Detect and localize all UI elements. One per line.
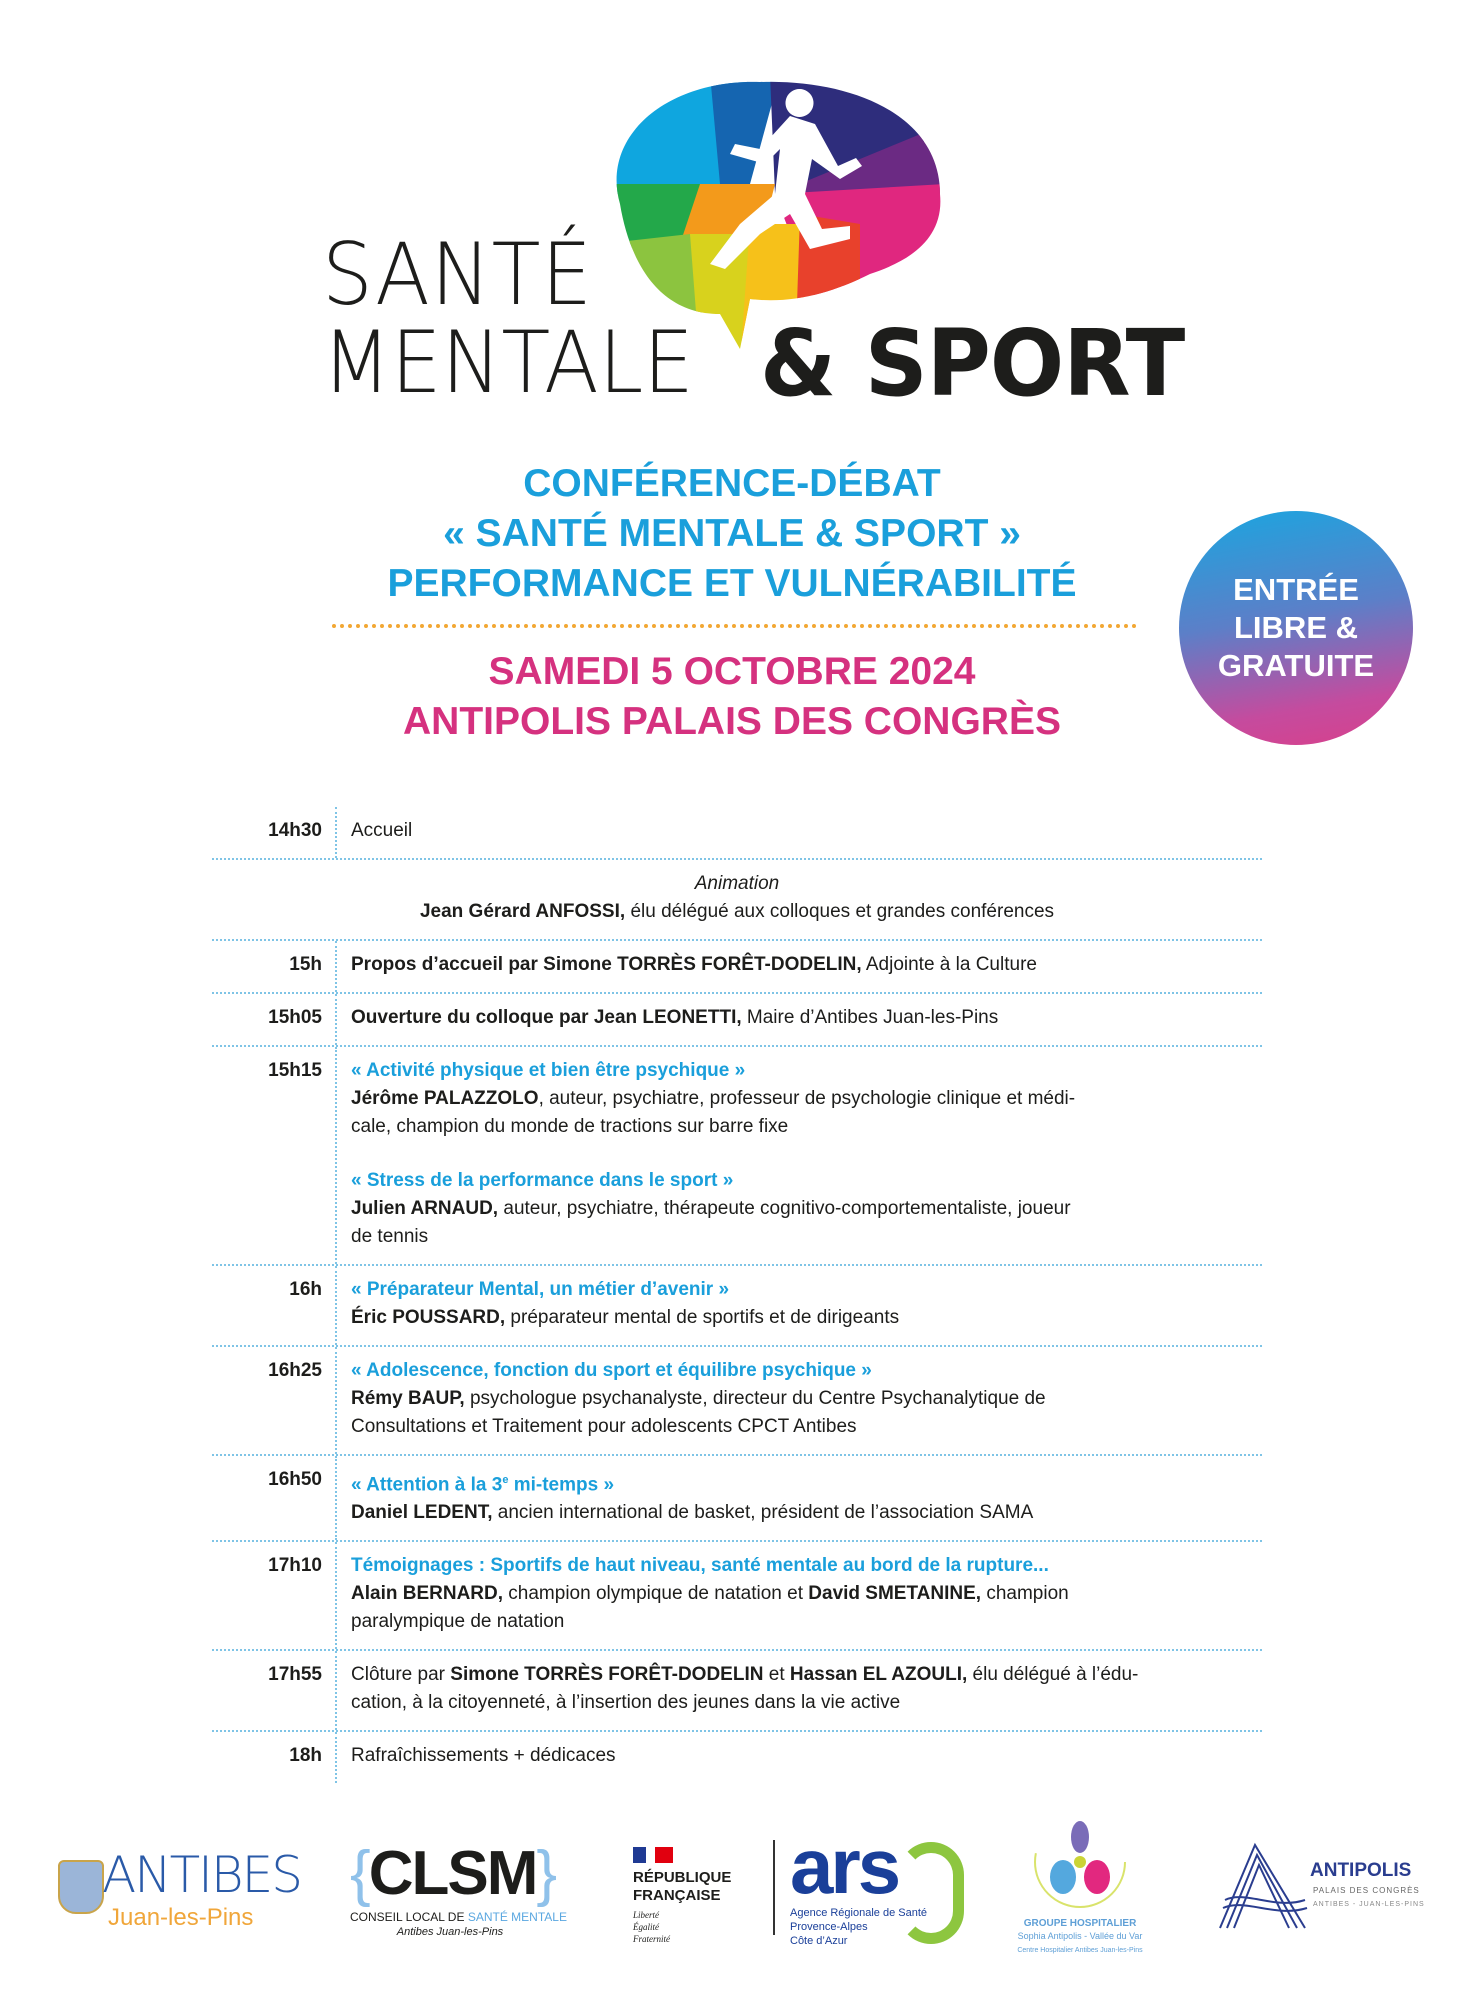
clsm-place: Antibes Juan-les-Pins [396,1926,504,1938]
speaker-role: Consultations et Traitement pour adolescents CPCT Antibes [351,1416,857,1437]
clsm-name: CLSM [368,1839,537,1908]
speaker-role: cation, à la citoyenneté, à l’insertion des jeunes dans la vie active [351,1692,901,1714]
speaker-name: Hassan EL AZOULI, [789,1664,968,1686]
speaker-name: Jean Gérard ANFOSSI, [419,901,626,922]
ars-name: ars [790,1822,899,1910]
speaker-role: de tennis [351,1226,429,1247]
antipolis-line: PALAIS DES CONGRÈS [1313,1886,1420,1895]
speaker-role: élu délégué aux colloques et grandes conférences [625,901,1055,922]
time: 16h25 [212,1347,337,1454]
antibes-name: ANTIBES [102,1846,301,1904]
speaker-name: Alain BERNARD, [351,1583,504,1605]
schedule-row [212,1266,1262,1347]
ars-s-icon [898,1842,964,1944]
speaker-name: Julien ARNAUD, [351,1198,499,1219]
ars-line: Côte d’Azur [790,1935,848,1947]
clsm-sub: SANTÉ MENTALE [467,1910,567,1924]
speaker-name: Propos d’accueil par Simone TORRÈS FORÊT-DODELIN, [351,954,862,975]
logo-text-sante: SANTÉ [322,225,593,325]
talk-title: « Activité physique et bien être psychique » [351,1060,746,1081]
time: 15h05 [212,994,337,1045]
logo-text-mentale: MENTALE [322,313,694,413]
divider [773,1840,779,1935]
talk-title-part: « Attention à la 3 [351,1474,503,1496]
title-line: CONFÉRENCE-DÉBAT [523,462,941,505]
schedule-row [212,1347,1262,1456]
event-venue: ANTIPOLIS PALAIS DES CONGRÈS [402,700,1061,743]
coat-of-arms-icon [58,1860,104,1914]
rf-line: RÉPUBLIQUE [633,1869,732,1886]
antipolis-name: ANTIPOLIS [1310,1860,1412,1881]
speaker-role: ancien international de basket, président de l’association SAMA [492,1502,1034,1524]
hospital-line: GROUPE HOSPITALIER [1023,1918,1137,1929]
item-text: et [763,1664,790,1686]
hospital-flower-icon [1030,1812,1130,1912]
republique-francaise-logo [633,1847,743,1945]
schedule-row [212,1456,1262,1542]
time: 14h30 [212,807,337,858]
speaker-role: auteur, psychiatre, thérapeute cognitivo-comportementaliste, joueur [498,1198,1071,1219]
speaker-role: cale, champion du monde de tractions sur barre fixe [351,1116,789,1137]
hospital-logo [1000,1812,1160,1956]
talk-title: Témoignages : Sportifs de haut niveau, santé mentale au bord de la rupture... [351,1555,1049,1577]
speaker-role: préparateur mental de sportifs et de dirigeants [505,1307,900,1328]
time: 15h15 [212,1047,337,1264]
speaker-role: champion [981,1583,1069,1605]
title-line: PERFORMANCE ET VULNÉRABILITÉ [387,562,1077,605]
badge-line: ENTRÉE [1233,572,1359,607]
free-entry-badge [1179,511,1413,745]
speaker-name: Jérôme PALAZZOLO [351,1088,539,1109]
speaker-role: champion olympique de natation et [503,1583,809,1605]
rf-motto: Égalité [633,1922,659,1932]
antipolis-logo [1215,1840,1445,1935]
time: 15h [212,941,337,992]
schedule-row [212,941,1262,994]
rf-motto: Liberté [633,1910,659,1920]
hospital-line: Centre Hospitalier Antibes Juan-les-Pins [1017,1947,1143,1954]
badge-line: GRATUITE [1217,648,1375,683]
rf-motto: Fraternité [633,1934,670,1944]
ars-line: Agence Régionale de Santé [790,1907,927,1919]
speaker-name: David SMETANINE, [808,1583,982,1605]
speaker-role: Maire d’Antibes Juan-les-Pins [741,1007,999,1028]
hospital-line: Sophia Antipolis - Vallée du Var [1017,1931,1143,1941]
schedule-table [212,807,1262,1783]
speaker-name: Rémy BAUP, [351,1388,465,1409]
talk-title-sup: e [502,1474,509,1486]
ars-line: Provence-Alpes [790,1921,868,1933]
schedule-row [212,807,1262,860]
speaker-name: Simone TORRÈS FORÊT-DODELIN [450,1664,764,1686]
speaker-role: Adjointe à la Culture [861,954,1037,975]
item-text: Accueil [351,820,413,841]
time: 17h55 [212,1651,337,1730]
schedule-row [212,1542,1262,1651]
talk-title: « Adolescence, fonction du sport et équilibre psychique » [351,1360,872,1381]
speaker-role: , auteur, psychiatre, professeur de psychologie clinique et médi- [538,1088,1076,1109]
time: 16h [212,1266,337,1345]
schedule-row [212,1732,1262,1783]
talk-title: « Préparateur Mental, un métier d’avenir » [351,1279,730,1300]
schedule-row [212,994,1262,1047]
schedule-row [212,1651,1262,1732]
antipolis-line: ANTIBES - JUAN-LES-PINS [1313,1901,1425,1908]
event-date: SAMEDI 5 OCTOBRE 2024 [488,650,976,693]
logo-text-sport: & SPORT [760,310,1185,417]
ars-logo [790,1822,960,1948]
schedule-row-animation [212,860,1262,941]
antibes-logo [58,1846,301,1935]
item-text: Clôture par [351,1664,451,1686]
clsm-logo: {CLSM} CONSEIL LOCAL DE SANTÉ MENTALE Antibes Juan-les-Pins [350,1839,567,1938]
speaker-role: psychologue psychanalyste, directeur du Centre Psychanalytique de [464,1388,1046,1409]
marianne-flag-icon [633,1847,673,1863]
time: 17h10 [212,1542,337,1649]
talk-title [351,1466,1033,1499]
speaker-role: élu délégué à l’édu- [967,1664,1139,1686]
clsm-sub: CONSEIL LOCAL DE [350,1910,468,1924]
antibes-sub: Juan-les-Pins [108,1904,254,1931]
talk-title: « Stress de la performance dans le sport » [351,1170,734,1191]
item-text: Rafraîchissements + dédicaces [351,1745,616,1767]
talk-title-part: mi-temps » [508,1474,615,1496]
badge-line: LIBRE & [1234,610,1358,645]
time: 16h50 [212,1456,337,1540]
speaker-name: Éric POUSSARD, [351,1307,506,1328]
dotted-divider [332,624,1137,628]
time: 18h [212,1732,337,1783]
rf-line: FRANÇAISE [633,1887,721,1904]
schedule-row [212,1047,1262,1266]
speaker-name: Daniel LEDENT, [351,1502,493,1524]
speaker-name: Ouverture du colloque par Jean LEONETTI, [351,1007,742,1028]
speaker-role: paralympique de natation [351,1611,565,1633]
title-line: « SANTÉ MENTALE & SPORT » [443,512,1021,555]
antipolis-a-icon [1215,1840,1310,1930]
animation-label: Animation [694,873,780,894]
